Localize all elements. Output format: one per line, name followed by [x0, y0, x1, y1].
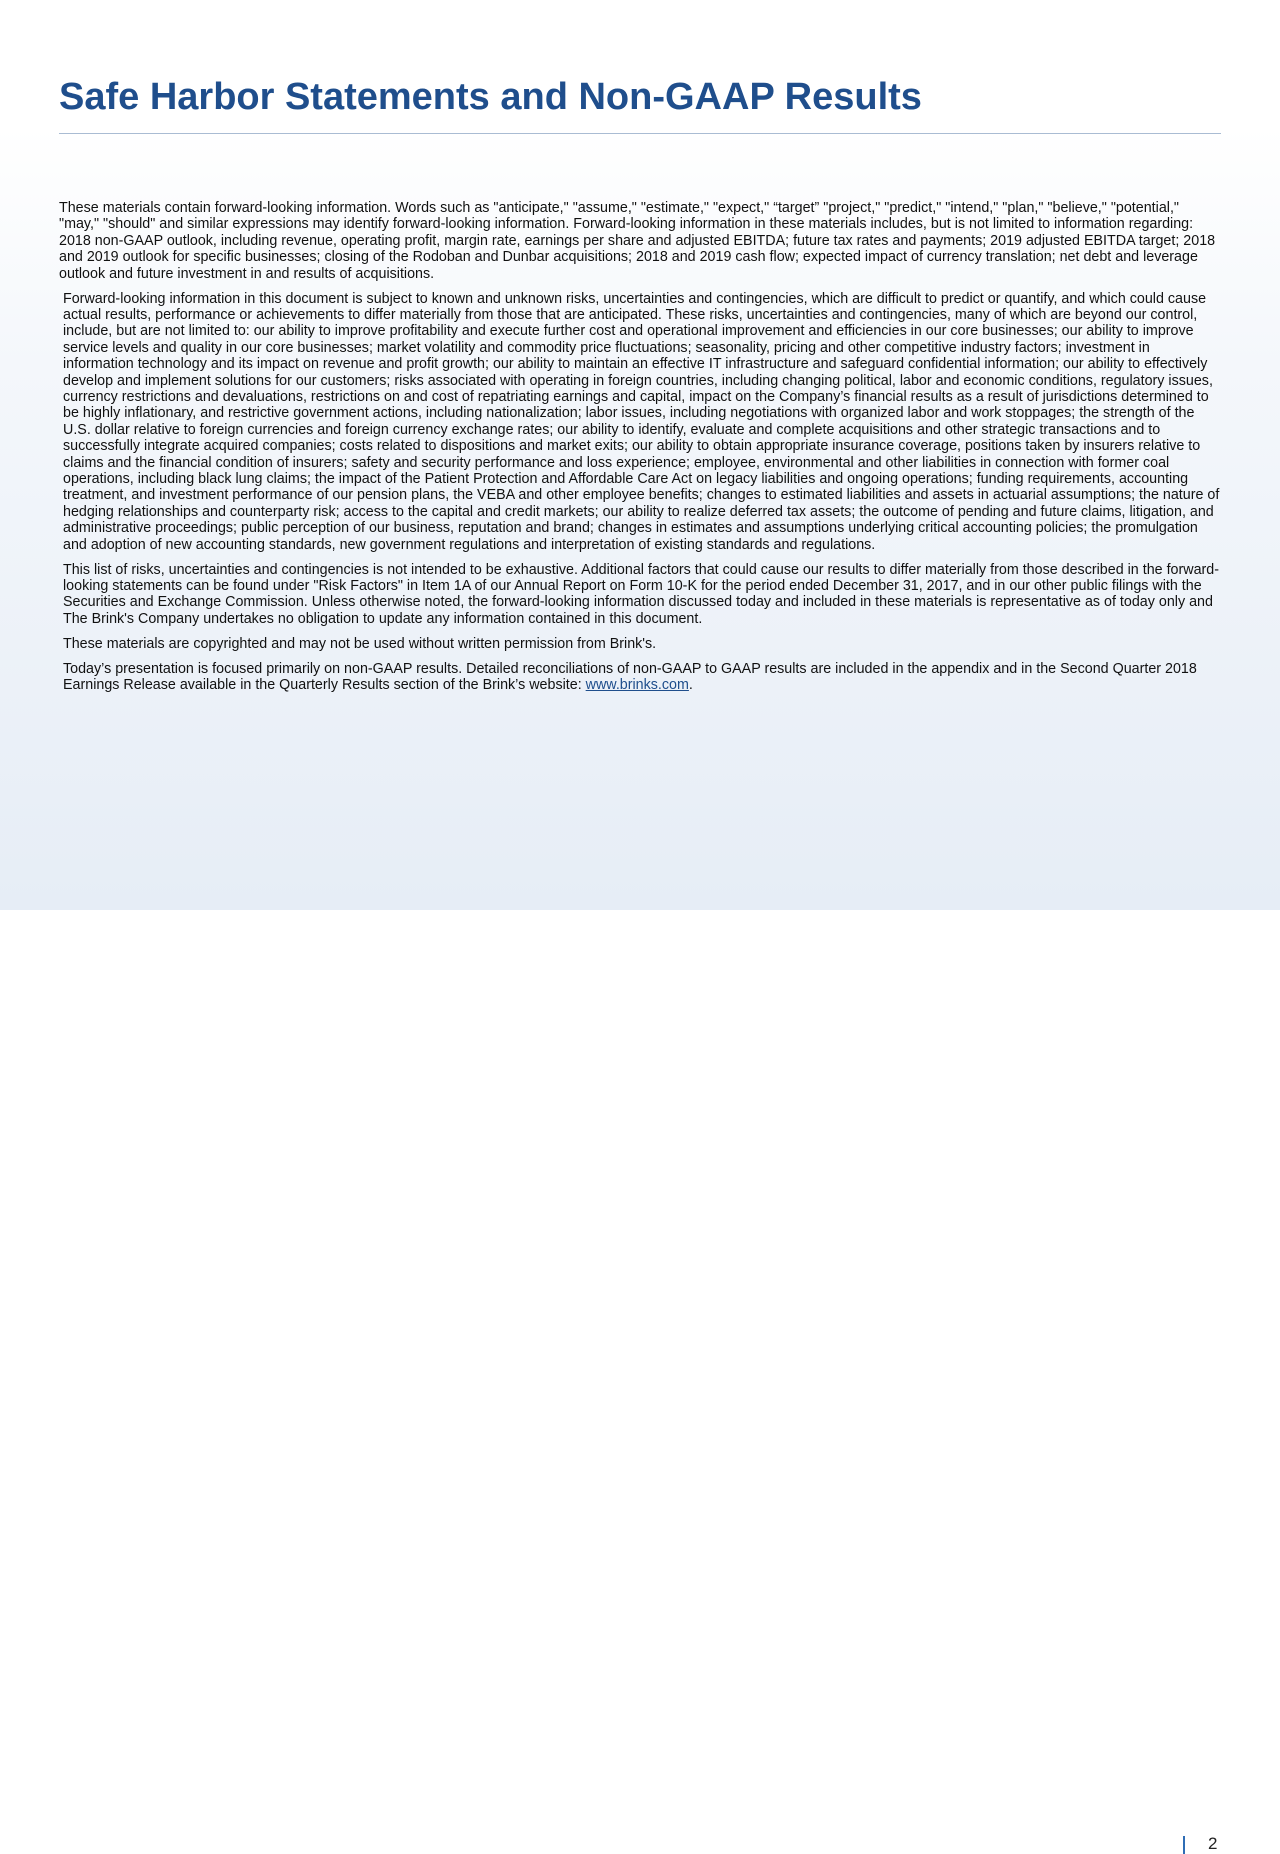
- non-gaap-suffix: .: [688, 676, 693, 693]
- brinks-website-link[interactable]: www.brinks.com: [585, 676, 689, 693]
- exhaustive-disclaimer-paragraph: This list of risks, uncertainties and contingencies is not intended to be exhaustive. Additional factors that could cause our results to differ materially from those described in the forward-looking statements can be found under "Risk Factors" in Item 1A of our Annual Report on Form 10-K for the period ended December 31, 2017, and in our other public filings with the Securities and Exchange Commission. Unless otherwise noted, the forward-looking information discussed today and included in these materials is representative as of today only and The Brink's Company undertakes no obligation to update any information contained in this document.: [63, 561, 1220, 627]
- page-number: 2: [1208, 1834, 1218, 1853]
- non-gaap-paragraph: [59, 661, 1221, 694]
- copyright-paragraph: These materials are copyrighted and may not be used without written permission from Brink's.: [63, 635, 657, 652]
- page-title: Safe Harbor Statements and Non-GAAP Results: [59, 76, 922, 118]
- title-divider: [59, 133, 1221, 134]
- slide-footer: [0, 910, 1280, 1853]
- safe-harbor-body: [59, 200, 1221, 702]
- non-gaap-text: Today’s presentation is focused primarily on non-GAAP results. Detailed reconciliations of non-GAAP to GAAP results are included in the appendix and in the Second Quarter 2018 Earnings Release available in the Quarterly Results section of the Brink’s website:: [63, 660, 1197, 693]
- risk-factors-paragraph: Forward-looking information in this document is subject to known and unknown risks, uncertainties and contingencies, which are difficult to predict or quantify, and which could cause actual results, performance or achievements to differ materially from those that are anticipated. These risks, uncertainties and contingencies, many of which are beyond our control, include, but are not limited to: our ability to improve profitability and execute further cost and operational improvement and efficiencies in our core businesses; our ability to improve service levels and quality in our core businesses; market volatility and commodity price fluctuations; seasonality, pricing and other competitive industry factors; investment in information technology and its impact on revenue and profit growth; our ability to maintain an effective IT infrastructure and safeguard confidential information; our ability to effectively develop and implement solutions for our customers; risks associated with operating in foreign countries, including changing political, labor and economic conditions, regulatory issues, currency restrictions and devaluations, restrictions on and cost of repatriating earnings and capital, impact on the Company’s financial results as a result of jurisdictions determined to be highly inflationary, and restrictive government actions, including nationalization; labor issues, including negotiations with organized labor and work stoppages; the strength of the U.S. dollar relative to foreign currencies and foreign currency exchange rates; our ability to identify, evaluate and complete acquisitions and other strategic transactions and to successfully integrate acquired companies; costs related to dispositions and market exits; our ability to obtain appropriate insurance coverage, positions taken by insurers relative to claims and the financial condition of insurers; safety and security performance and loss experience; employee, environmental and other liabilities in connection with former coal operations, including black lung claims; the impact of the Patient Protection and Affordable Care Act on legacy liabilities and ongoing operations; funding requirements, accounting treatment, and investment performance of our pension plans, the VEBA and other employee benefits; changes to estimated liabilities and assets in actuarial assumptions; the nature of hedging relationships and counterparty risk; access to the capital and credit markets; our ability to realize deferred tax assets; the outcome of pending and future claims, litigation, and administrative proceedings; public perception of our business, reputation and brand; changes in estimates and assumptions underlying critical accounting policies; the promulgation and adoption of new accounting standards, new government regulations and interpretation of existing standards and regulations.: [63, 290, 1220, 553]
- page-number-divider: [1183, 1836, 1185, 1854]
- forward-looking-paragraph: These materials contain forward-looking information. Words such as "anticipate," "assume," "estimate," "expect," “target” "project," "predict," "intend," "plan," "believe," "potential," "may," "should" and similar expressions may identify forward-looking information. Forward-looking information in these materials includes, but is not limited to information regarding: 2018 non-GAAP outlook, including revenue, operating profit, margin rate, earnings per share and adjusted EBITDA; future tax rates and payments; 2019 adjusted EBITDA target; 2018 and 2019 outlook for specific businesses; closing of the Rodoban and Dunbar acquisitions; 2018 and 2019 cash flow; expected impact of currency translation; net debt and leverage outlook and future investment in and results of acquisitions.: [59, 200, 1216, 282]
